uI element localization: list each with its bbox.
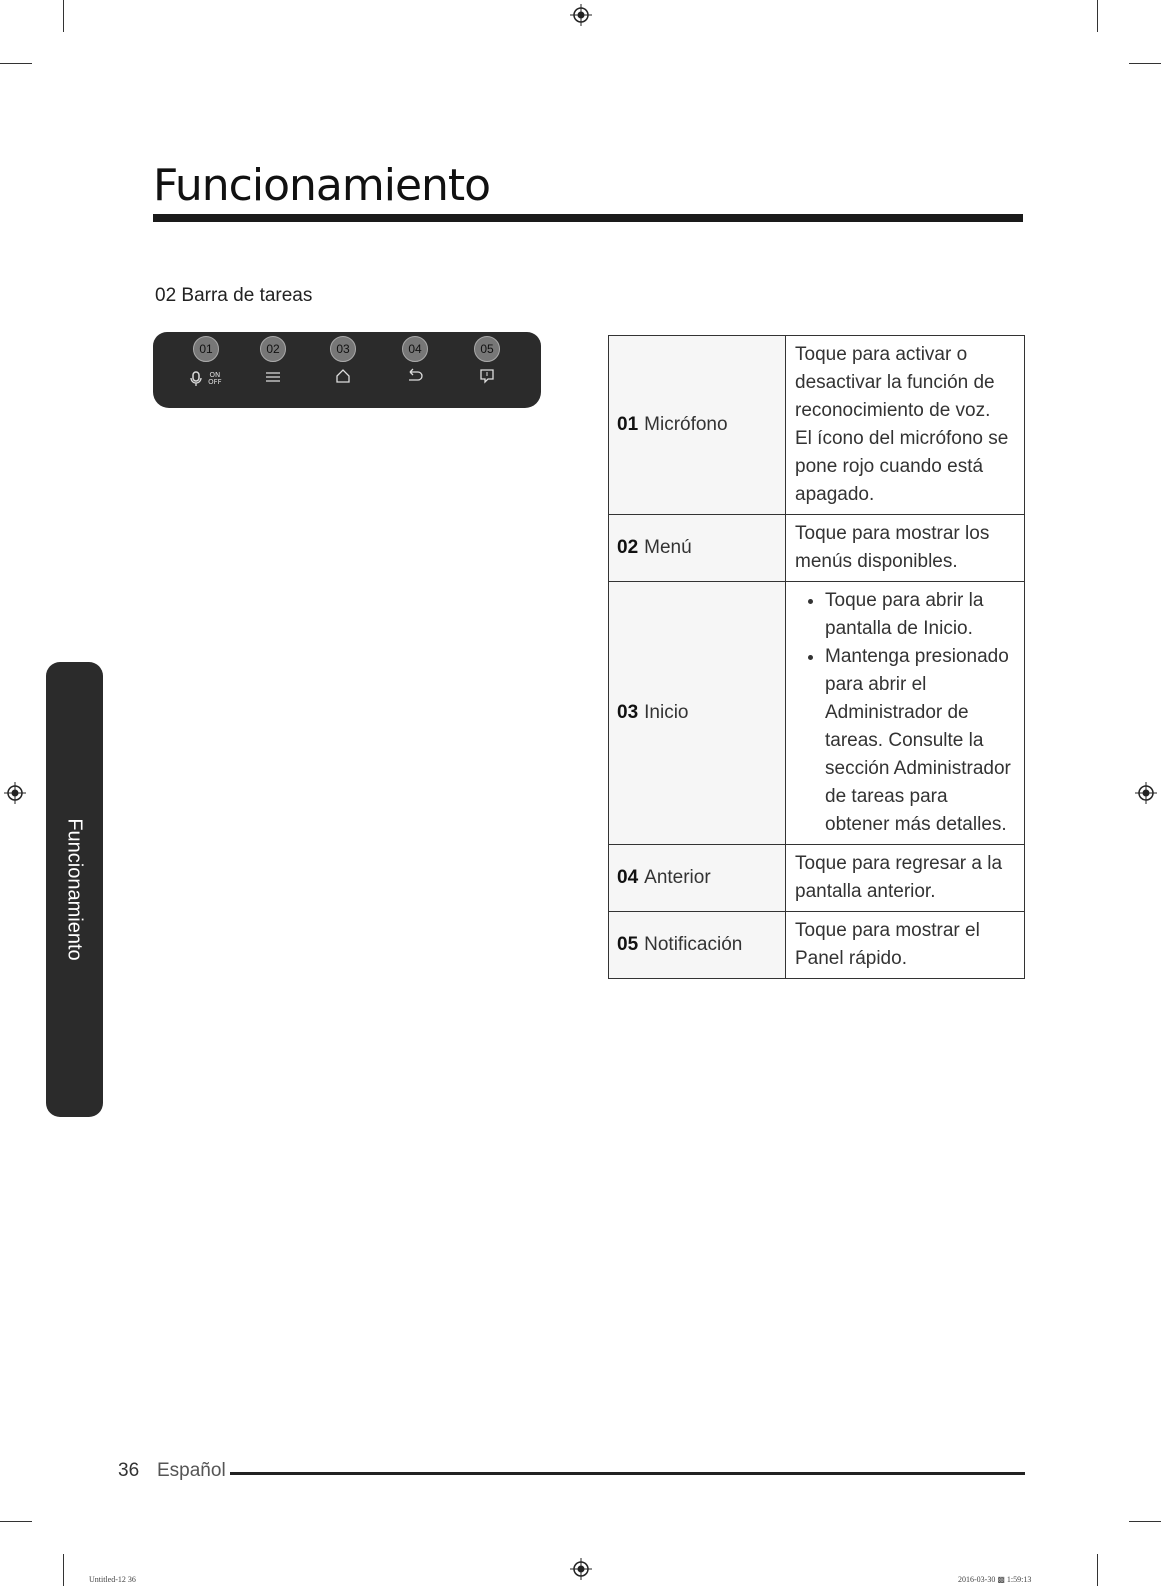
callout-number: 01 <box>193 336 219 362</box>
taskbar-button-home <box>318 336 368 390</box>
chapter-side-tab <box>46 662 103 1117</box>
taskbar-description-table <box>608 335 1025 979</box>
callout-number: 05 <box>474 336 500 362</box>
crop-mark <box>1129 1521 1161 1522</box>
taskbar-button-notification <box>462 336 512 390</box>
table-row <box>609 336 1025 515</box>
mic-on-off-icon <box>181 368 231 390</box>
back-icon <box>390 368 440 390</box>
row-description-cell <box>786 912 1025 979</box>
crop-mark <box>1097 0 1098 32</box>
row-number: 02 <box>617 537 639 558</box>
row-label-cell <box>609 912 786 979</box>
row-description-line: Toque para mostrar el Panel rápido. <box>795 920 980 969</box>
title-rule <box>153 214 1023 222</box>
row-label: Menú <box>644 537 692 558</box>
crop-mark <box>63 1554 64 1586</box>
row-description-line: Toque para activar o desactivar la función de reconocimiento de voz. <box>795 344 995 421</box>
callout-number: 04 <box>402 336 428 362</box>
row-label: Micrófono <box>644 414 728 435</box>
registration-mark-icon <box>570 4 592 26</box>
row-label: Inicio <box>644 702 689 723</box>
row-label-cell <box>609 582 786 845</box>
notification-icon <box>462 368 512 390</box>
callout-number: 03 <box>330 336 356 362</box>
page-title: Funcionamiento <box>153 160 491 211</box>
footer-rule <box>230 1472 1025 1475</box>
registration-mark-icon <box>4 782 26 804</box>
bullet-item: • Mantenga presionado para abrir el Administrador de tareas. Consulte la sección Administrador de tareas para obtener más detalles. <box>825 643 1016 839</box>
taskbar-button-back <box>390 336 440 390</box>
row-description-line: Toque para regresar a la pantalla anterior. <box>795 853 1003 902</box>
row-number: 03 <box>617 702 639 723</box>
row-description-cell <box>786 515 1025 582</box>
row-label: Notificación <box>644 934 743 955</box>
registration-mark-icon <box>570 1558 592 1580</box>
table-row <box>609 845 1025 912</box>
registration-mark-icon <box>1135 782 1157 804</box>
row-label-cell <box>609 845 786 912</box>
callout-number: 02 <box>260 336 286 362</box>
page-number: 36 <box>118 1460 140 1481</box>
row-label-cell <box>609 515 786 582</box>
table-row <box>609 515 1025 582</box>
taskbar-illustration <box>153 332 541 408</box>
table-row <box>609 582 1025 845</box>
crop-mark <box>63 0 64 32</box>
row-number: 01 <box>617 414 639 435</box>
row-description-line: El ícono del micrófono se pone rojo cuando está apagado. <box>795 428 1009 505</box>
print-slug-right: 2016-03-30 ▩ 1:59:13 <box>958 1575 1032 1584</box>
side-tab-label: Funcionamiento <box>64 818 86 961</box>
row-label-cell <box>609 336 786 515</box>
mic-off-label: OFF <box>208 378 222 386</box>
section-subtitle: 02 Barra de tareas <box>155 285 313 306</box>
mic-on-label: ON <box>209 371 221 379</box>
crop-mark <box>0 1521 32 1522</box>
crop-mark <box>0 63 32 64</box>
print-slug-left: Untitled-12 36 <box>89 1575 136 1584</box>
page-language: Español <box>157 1460 226 1481</box>
bullet-item: • Toque para abrir la pantalla de Inicio. <box>825 587 1016 643</box>
row-description-cell <box>786 582 1025 845</box>
row-description-cell <box>786 336 1025 515</box>
menu-icon <box>248 368 298 390</box>
crop-mark <box>1097 1554 1098 1586</box>
table-row <box>609 912 1025 979</box>
row-label: Anterior <box>644 867 711 888</box>
row-number: 05 <box>617 934 639 955</box>
row-description-cell <box>786 845 1025 912</box>
bullet-list <box>795 587 1016 839</box>
row-description-line: Toque para mostrar los menús disponibles. <box>795 523 990 572</box>
taskbar-button-microphone <box>181 336 231 390</box>
crop-mark <box>1129 63 1161 64</box>
home-icon <box>318 368 368 390</box>
row-number: 04 <box>617 867 639 888</box>
taskbar-button-menu <box>248 336 298 390</box>
